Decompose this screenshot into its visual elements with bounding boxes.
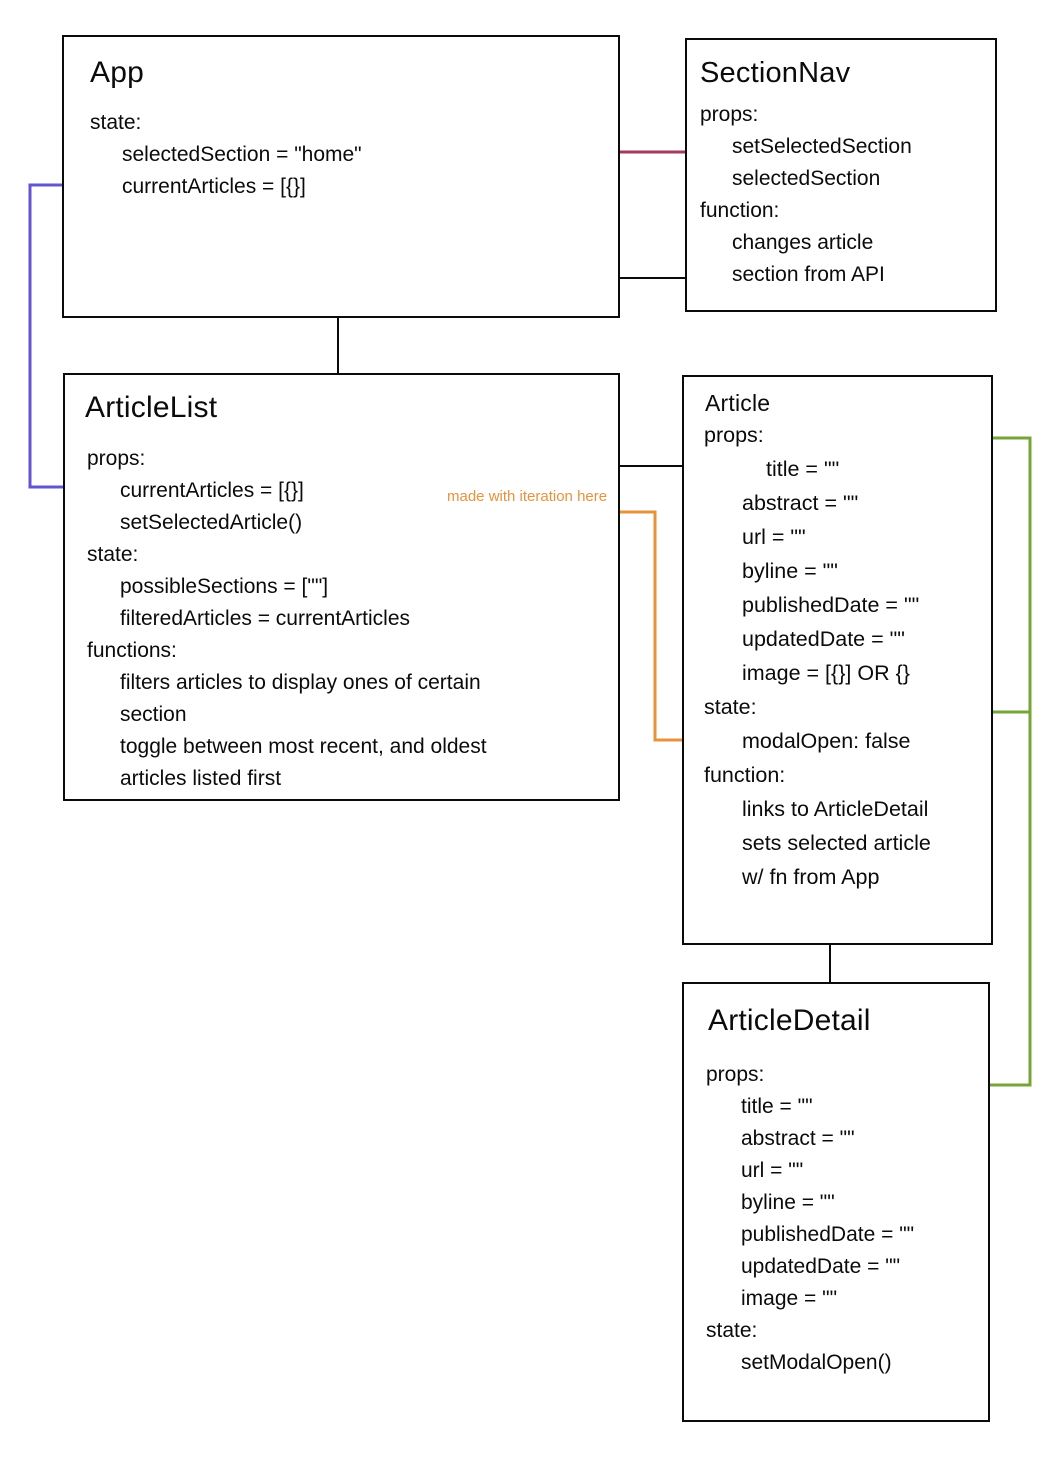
articlelist-line-state: state: (87, 543, 139, 566)
articlelist-line-filters-articles: filters articles to display ones of certain (120, 671, 481, 694)
articledetail-line-state: state: (706, 1319, 758, 1342)
article-line-publisheddate: publishedDate = "" (742, 593, 920, 617)
articlelist-line-props: props: (87, 447, 146, 470)
iteration-annotation-label: made with iteration here (447, 488, 608, 505)
article-line-modalopen: modalOpen: false (742, 729, 911, 753)
articledetail-line-props: props: (706, 1063, 765, 1086)
sectionnav-line-selectedsection: selectedSection (732, 167, 881, 190)
sectionnav-line-function: function: (700, 199, 780, 222)
article-line-sets-selected-article: sets selected article (742, 831, 931, 855)
article-line-function: function: (704, 763, 786, 787)
article-line-url: url = "" (742, 525, 806, 549)
articlelist-line-filteredarticles: filteredArticles = currentArticles (120, 607, 411, 630)
article-line-props: props: (704, 423, 764, 447)
articledetail-component-box (682, 982, 990, 1422)
articledetail-line-byline: byline = "" (741, 1191, 835, 1214)
articlelist-line-possiblesections: possibleSections = [""] (120, 575, 329, 598)
article-line-image: image = [{}] OR {} (742, 661, 910, 685)
app-box-title: App (90, 56, 144, 89)
sectionnav-line-props: props: (700, 103, 759, 126)
articlelist-line-setselectedarticle: setSelectedArticle() (120, 511, 303, 534)
article-line-links-to-articledetail: links to ArticleDetail (742, 797, 929, 821)
app-line-currentarticles: currentArticles = [{}] (122, 175, 306, 198)
articledetail-line-image: image = "" (741, 1287, 838, 1310)
sectionnav-box-title: SectionNav (700, 57, 851, 89)
article-line-state: state: (704, 695, 757, 719)
article-line-abstract: abstract = "" (742, 491, 859, 515)
sectionnav-component-box (685, 38, 997, 312)
app-component-box (62, 35, 620, 318)
article-line-updateddate: updatedDate = "" (742, 627, 905, 651)
article-component-box (682, 375, 993, 945)
sectionnav-line-section-from-api: section from API (732, 263, 885, 286)
articledetail-line-title: title = "" (741, 1095, 813, 1118)
articlelist-line-section: section (120, 703, 187, 726)
sectionnav-line-setselectedsection: setSelectedSection (732, 135, 912, 158)
app-line-state: state: (90, 111, 142, 134)
articledetail-line-setmodalopen: setModalOpen() (741, 1351, 892, 1374)
sectionnav-line-changes-article: changes article (732, 231, 874, 254)
articledetail-box-title: ArticleDetail (708, 1004, 871, 1037)
article-line-fn-from-app: w/ fn from App (742, 865, 880, 889)
articlelist-line-toggle: toggle between most recent, and oldest (120, 735, 487, 758)
articledetail-line-publisheddate: publishedDate = "" (741, 1223, 915, 1246)
articlelist-component-box (63, 373, 620, 801)
article-line-title: title = "" (766, 457, 840, 481)
articledetail-line-abstract: abstract = "" (741, 1127, 855, 1150)
articlelist-line-currentarticles: currentArticles = [{}] (120, 479, 304, 502)
article-line-byline: byline = "" (742, 559, 838, 583)
articlelist-box-title: ArticleList (85, 391, 218, 424)
articlelist-line-articles-listed-first: articles listed first (120, 767, 282, 790)
articlelist-line-functions: functions: (87, 639, 177, 662)
articledetail-line-url: url = "" (741, 1159, 804, 1182)
app-line-selectedsection: selectedSection = "home" (122, 143, 362, 166)
articledetail-line-updateddate: updatedDate = "" (741, 1255, 901, 1278)
article-box-title: Article (705, 390, 771, 416)
